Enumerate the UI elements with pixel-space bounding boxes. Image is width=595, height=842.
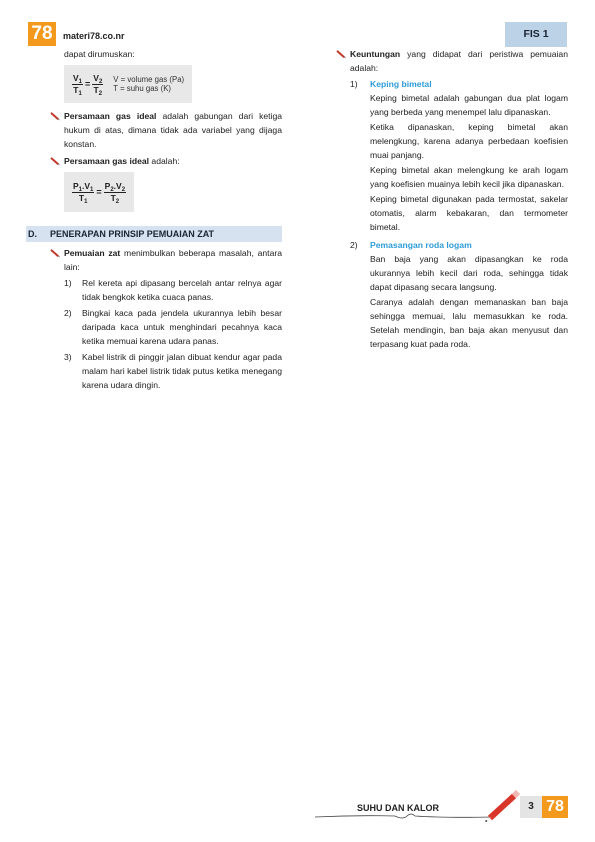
bullet-gas-ideal-definition: Persamaan gas ideal adalah gabungan dari ketiga hukum di atas, dimana tidak ada variabel yang dijaga konstan. [28,109,282,151]
subheading-roda-logam: 2) Pemasangan roda logam [350,240,472,250]
chapter-title: SUHU DAN KALOR [357,803,439,813]
fraction-left: $\frac{V_1}{T_1}$ [73,72,83,97]
pencil-icon [50,157,61,166]
bullet-gas-ideal-formula: Persamaan gas ideal adalah: [28,154,282,168]
fraction-right: $\frac{P_2.V_2}{T_2}$ [104,180,126,205]
header-logo: 78 [28,22,56,46]
paragraph: Caranya adalah dengan memanaskan ban baja sehingga memuai, lalu memasukkan ke roda. Setelah mendingin, ban baja akan menyusut dan terpasang kuat pada roda. [370,297,568,349]
list-item: 2) Bingkai kaca pada jendela ukurannya lebih besar daripada kaca untuk menghindari pecahnya kaca ketika memuai karena udara panas. [64,308,282,346]
list-item: 3) Kabel listrik di pinggir jalan dibuat kendur agar pada malam hari kabel listrik tidak putus ketika menegang karena udara dingin. [64,352,282,390]
subject-badge: FIS 1 [505,22,567,47]
fraction-right: $\frac{V_2}{T_2}$ [93,72,103,97]
intro-text: dapat dirumuskan: [64,49,135,59]
formula-charles-gay-lussac [64,65,192,103]
paragraph: Keping bimetal akan melengkung ke arah logam yang koefisien muainya lebih kecil jika dipanaskan. [370,165,568,189]
bullet-pemuaian-zat: Pemuaian zat menimbulkan beberapa masalah, antara lain: [28,246,282,274]
problem-list [64,276,282,392]
bullet-keuntungan: Keuntungan yang didapat dari peristiwa pemuaian adalah: [336,47,568,75]
pencil-icon [484,790,524,822]
section-heading-d: D. PENERAPAN PRINSIP PEMUAIAN ZAT [26,226,282,242]
right-column [336,47,568,352]
left-column [28,47,282,394]
fraction-left: $\frac{P_1.V_1}{T_1}$ [73,180,94,205]
paragraph: Keping bimetal adalah gabungan dua plat logam yang berbeda yang menempel lalu dipanaskan. [370,93,568,117]
pencil-icon [50,249,61,258]
equals-sign: = [85,79,91,89]
footer-scribble-line [315,808,493,822]
page-number: 3 [520,796,542,818]
formula-legend: V = volume gas (Pa) T = suhu gas (K) [113,75,185,93]
formula-gas-ideal [64,172,134,212]
pencil-icon [50,112,61,121]
paragraph: Ban baja yang akan dipasangkan ke roda ukurannya lebih kecil dari roda, sehingga tidak dapat dipasang secara langsung. [370,254,568,292]
footer-logo: 78 [542,796,568,818]
list-item: 1) Rel kereta api dipasang bercelah antar relnya agar tidak bengkok ketika cuaca panas. [64,278,282,302]
paragraph: Keping bimetal digunakan pada termostat, sakelar otomatis, alarm kebakaran, dan termometer bimetal. [370,194,568,232]
equals-sign: = [96,187,102,197]
subheading-keping-bimetal: 1) Keping bimetal [350,79,432,89]
paragraph: Ketika dipanaskan, keping bimetal akan melengkung, karena adanya perbedaan koefisien muai panjang. [370,122,568,160]
site-name: materi78.co.nr [63,31,125,41]
pencil-icon [336,50,347,59]
